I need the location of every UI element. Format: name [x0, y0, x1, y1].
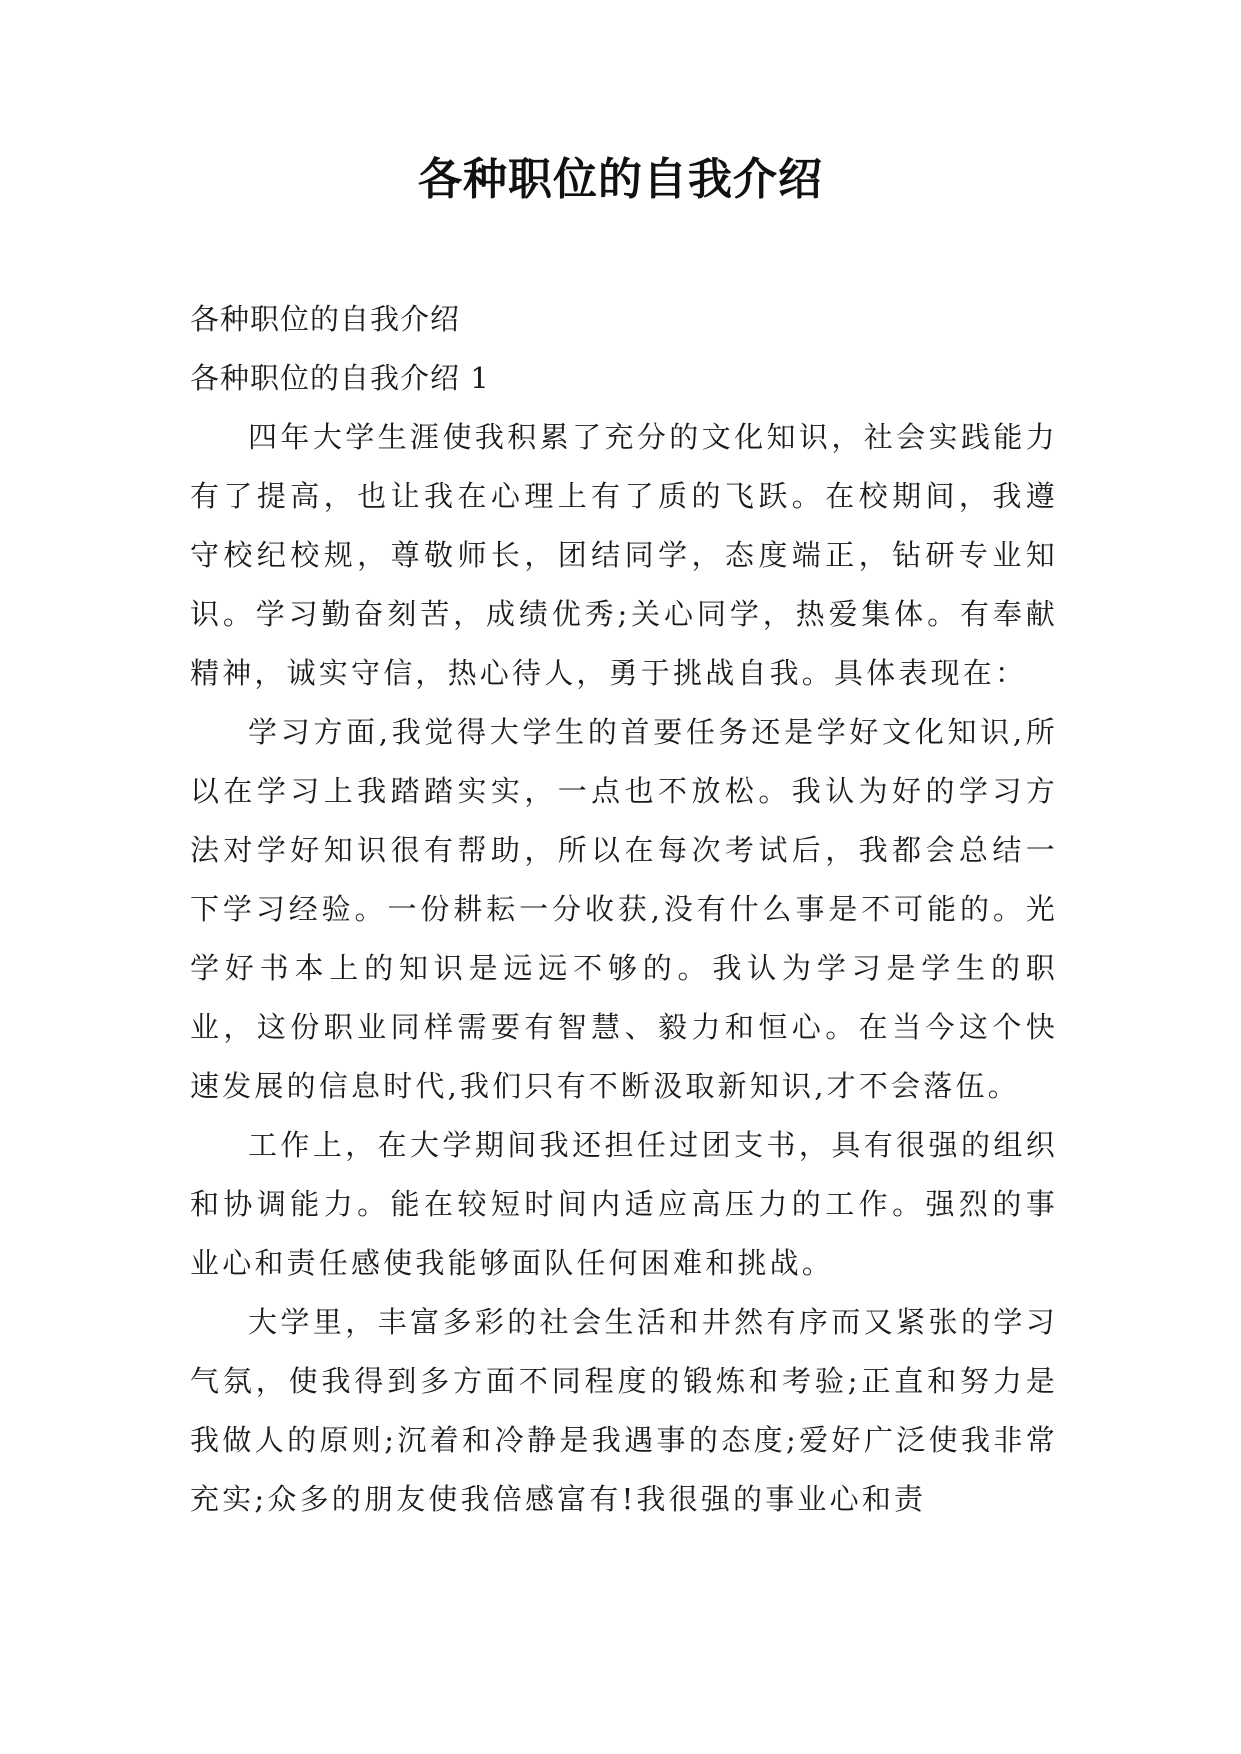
section-heading: 各种职位的自我介绍	[190, 302, 461, 336]
paragraph-3: 工作上，在大学期间我还担任过团支书，具有很强的组织和协调能力。能在较短时间内适应高压力的工作。强烈的事业心和责任感使我能够面队任何困难和挑战。	[190, 1128, 1058, 1280]
paragraph-4: 大学里，丰富多彩的社会生活和井然有序而又紧张的学习气氛，使我得到多方面不同程度的锻炼和考验;正直和努力是我做人的原则;沉着和冷静是我遇事的态度;爱好广泛使我非常充实;众多的朋友使我倍感富有!我很强的事业心和责	[190, 1305, 1058, 1516]
section-subheading: 各种职位的自我介绍 1	[190, 361, 490, 395]
paragraph-2: 学习方面,我觉得大学生的首要任务还是学好文化知识,所以在学习上我踏踏实实，一点也不放松。我认为好的学习方法对学好知识很有帮助，所以在每次考试后，我都会总结一下学习经验。一份耕耘一分收获,没有什么事是不可能的。光学好书本上的知识是远远不够的。我认为学习是学生的职业，这份职业同样需要有智慧、毅力和恒心。在当今这个快速发展的信息时代,我们只有不断汲取新知识,才不会落伍。	[190, 715, 1058, 1103]
document-body	[190, 290, 1058, 1529]
document-title: 各种职位的自我介绍	[418, 154, 823, 205]
paragraph-1: 四年大学生涯使我积累了充分的文化知识，社会实践能力有了提高，也让我在心理上有了质的飞跃。在校期间，我遵守校纪校规，尊敬师长，团结同学，态度端正，钻研专业知识。学习勤奋刻苦，成绩优秀;关心同学，热爱集体。有奉献精神，诚实守信，热心待人，勇于挑战自我。具体表现在：	[190, 420, 1058, 690]
